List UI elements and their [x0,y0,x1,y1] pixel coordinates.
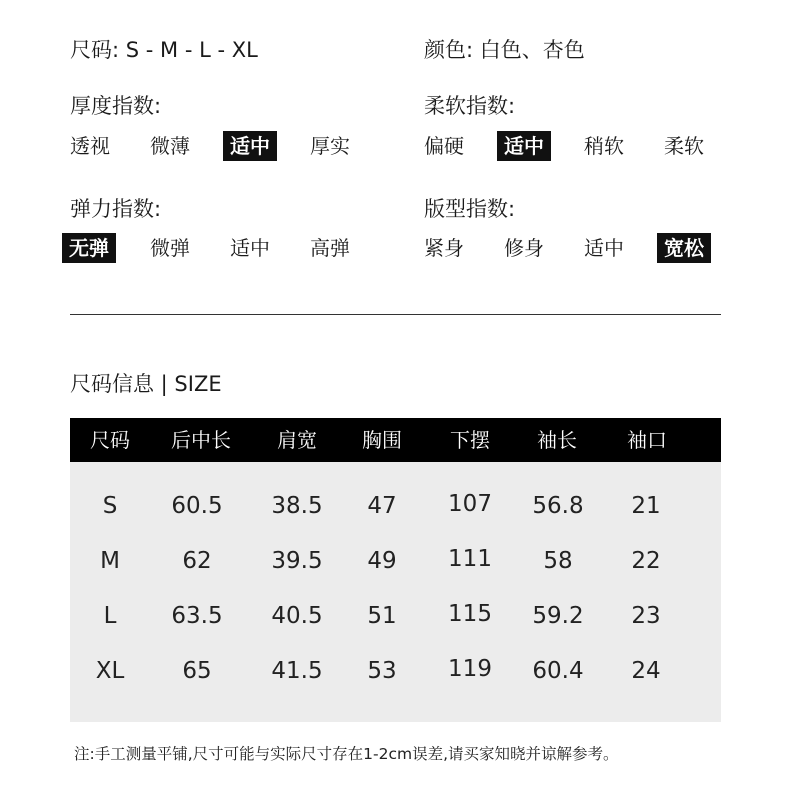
thickness-option: 厚实 [310,134,350,158]
size-label: 尺码: [70,38,120,62]
table-cell: 49 [367,548,397,574]
color-value: 白色、杏色 [479,38,585,62]
table-cell: 53 [367,658,397,684]
elasticity-option: 高弹 [310,236,350,260]
table-cell: 41.5 [271,658,323,684]
elasticity-option: 无弹 [62,233,116,263]
size-info-title: 尺码信息 | SIZE [70,372,222,396]
fit-option: 宽松 [657,233,711,263]
table-cell: L [103,603,117,629]
column-header-cuff: 袖口 [627,428,667,452]
elasticity-index-label: 弹力指数: [70,197,162,221]
column-header-size: 尺码 [90,428,130,452]
elasticity-option: 微弹 [150,236,190,260]
table-cell: 107 [448,491,492,517]
table-cell: 115 [448,601,492,627]
table-cell: 38.5 [271,493,323,519]
table-cell: 119 [448,656,492,682]
column-header-back-length: 后中长 [171,428,231,452]
thickness-option: 透视 [70,134,110,158]
table-cell: 60.5 [171,493,223,519]
thickness-index-label: 厚度指数: [70,94,162,118]
table-cell: 39.5 [271,548,323,574]
fit-option: 紧身 [424,236,464,260]
column-header-shoulder: 肩宽 [277,428,317,452]
table-cell: 62 [182,548,212,574]
table-cell: 40.5 [271,603,323,629]
table-cell: 23 [631,603,661,629]
column-header-hem: 下摆 [450,428,490,452]
table-cell: 22 [631,548,661,574]
table-cell: 65 [182,658,212,684]
table-cell: 47 [367,493,397,519]
table-cell: 59.2 [532,603,584,629]
softness-option: 适中 [497,131,551,161]
table-cell: 111 [448,546,492,572]
softness-option: 偏硬 [424,134,464,158]
table-cell: 60.4 [532,658,584,684]
fit-index-label: 版型指数: [424,197,516,221]
thickness-option: 微薄 [150,134,190,158]
section-divider [70,314,721,315]
softness-index-label: 柔软指数: [424,94,516,118]
table-cell: 63.5 [171,603,223,629]
fit-option: 适中 [584,236,624,260]
table-cell: S [102,493,118,519]
size-table-body [70,462,721,722]
elasticity-option: 适中 [230,236,270,260]
measurement-note: 注:手工测量平铺,尺寸可能与实际尺寸存在1-2cm误差,请买家知晓并谅解参考。 [74,745,619,763]
size-line [70,34,258,64]
column-header-chest: 胸围 [362,428,402,452]
softness-option: 柔软 [664,134,704,158]
table-cell: 21 [631,493,661,519]
softness-option: 稍软 [584,134,624,158]
size-value: S - M - L - XL [125,38,258,62]
fit-option: 修身 [504,236,544,260]
table-cell: 56.8 [532,493,584,519]
table-cell: 24 [631,658,661,684]
table-cell: M [100,548,120,574]
thickness-option: 适中 [223,131,277,161]
color-label: 颜色: [424,38,474,62]
table-cell: XL [95,658,125,684]
column-header-sleeve-length: 袖长 [537,428,577,452]
table-cell: 58 [543,548,573,574]
color-line [424,34,585,64]
table-cell: 51 [367,603,397,629]
size-table-header [70,418,721,462]
